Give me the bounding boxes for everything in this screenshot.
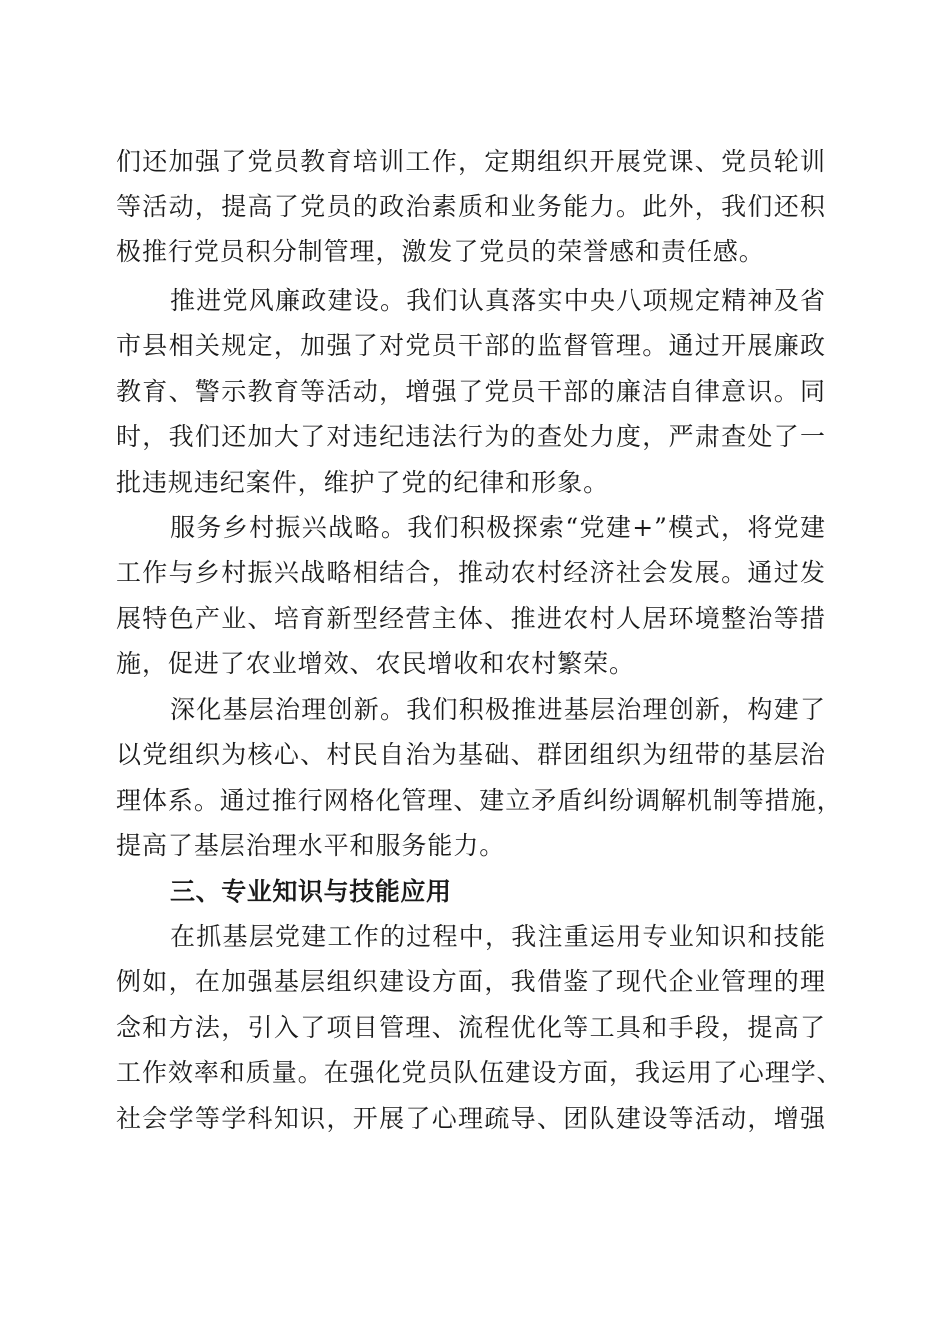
text-line: 极推行党员积分制管理，激发了党员的荣誉感和责任感。	[116, 237, 765, 266]
text-line: 以党组织为核心、村民自治为基础、群团组织为纽带的基层治	[116, 740, 826, 769]
text-line: 们还加强了党员教育培训工作，定期组织开展党课、党员轮训	[116, 147, 826, 176]
text-line: 时，我们还加大了对违纪违法行为的查处力度，严肃查处了一	[116, 422, 826, 451]
text-line: 教育、警示教育等活动，增强了党员干部的廉洁自律意识。同	[116, 377, 826, 406]
text-line: 例如，在加强基层组织建设方面，我借鉴了现代企业管理的理	[116, 967, 826, 996]
text-line: 工作与乡村振兴战略相结合，推动农村经济社会发展。通过发	[116, 558, 826, 587]
section-heading: 三、专业知识与技能应用	[170, 877, 452, 906]
text-line: 市县相关规定，加强了对党员干部的监督管理。通过开展廉政	[116, 331, 826, 360]
paragraph-lead: 服务乡村振兴战略。我们积极探索“党建+”模式，将党建	[170, 513, 826, 542]
paragraph-lead: 深化基层治理创新。我们积极推进基层治理创新，构建了	[170, 695, 826, 724]
text-line: 展特色产业、培育新型经营主体、推进农村人居环境整治等措	[116, 604, 826, 633]
text-line: 念和方法，引入了项目管理、流程优化等工具和手段，提高了	[116, 1013, 826, 1042]
text-line: 提高了基层治理水平和服务能力。	[116, 831, 506, 860]
text-line: 理体系。通过推行网格化管理、建立矛盾纠纷调解机制等措施，	[116, 786, 843, 815]
paragraph-lead: 推进党风廉政建设。我们认真落实中央八项规定精神及省	[170, 286, 826, 315]
paragraph-lead: 在抓基层党建工作的过程中，我注重运用专业知识和技能	[170, 922, 826, 951]
text-line: 工作效率和质量。在强化党员队伍建设方面，我运用了心理学、	[116, 1058, 843, 1087]
text-line: 等活动，提高了党员的政治素质和业务能力。此外，我们还积	[116, 192, 826, 221]
text-line: 批违规违纪案件，维护了党的纪律和形象。	[116, 468, 610, 497]
text-line: 施，促进了农业增效、农民增收和农村繁荣。	[116, 649, 636, 678]
text-line: 社会学等学科知识，开展了心理疏导、团队建设等活动，增强	[116, 1104, 826, 1133]
